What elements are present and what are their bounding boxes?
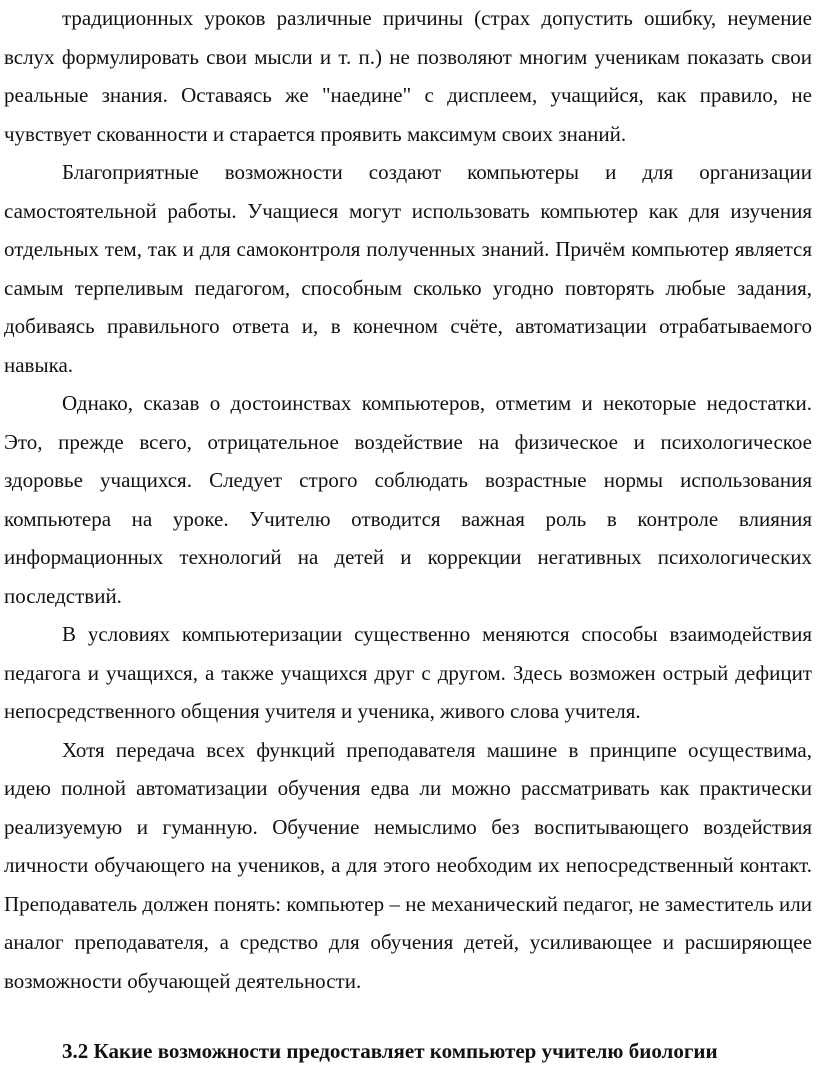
paragraph-interaction-changes: В условиях компьютеризации существенно меняются способы взаимодействия педагога и учащихся, а также учащихся друг с другом. Здесь возможен острый дефицит непосредственного общения учителя и ученика, живого слова учителя. [4, 622, 812, 723]
paragraph-automation-limits: Хотя передача всех функций преподавателя машине в принципе осуществима, идею полной автоматизации обучения едва ли можно рассматривать как практически реализуемую и гуманную. Обучение немыслимо без воспитывающего воздействия личности обучающего на учеников, а для этого необходим их непосредственный контакт. Преподаватель должен понять: компьютер – не механический педагог, не заместитель или аналог преподавателя, а средство для обучения детей, усиливающее и расширяющее возможности обучающей деятельности. [4, 737, 812, 993]
paragraph-computer-drawbacks: Однако, сказав о достоинствах компьютеров, отметим и некоторые недостатки. Это, прежде всего, отрицательное воздействие на физическое и психологическое здоровье учащихся. Следует строго соблюдать возрастные нормы использования компьютера на уроке. Учителю отводится важная роль в контроле влияния информационных технологий на детей и коррекции негативных психологических последствий. [4, 391, 812, 608]
paragraph-computer-self-study: Благоприятные возможности создают компьютеры и для организации самостоятельной работы. Учащиеся могут использовать компьютер как для изучения отдельных тем, так и для самоконтроля полученных знаний. Причём компьютер является самым терпеливым педагогом, способным сколько угодно повторять любые задания, добиваясь правильного ответа и, в конечном счёте, автоматизации отрабатываемого навыка. [4, 160, 812, 377]
section-heading: 3.2 Какие возможности предоставляет компьютер учителю биологии [62, 1039, 718, 1063]
paragraph-continuation: традиционных уроков различные причины (страх допустить ошибку, неумение вслух формулировать свои мысли и т. п.) не позволяют многим ученикам показать свои реальные знания. Оставаясь же "наедине" с дисплеем, учащийся, как правило, не чувствует скованности и старается проявить максимум своих знаний. [4, 6, 812, 146]
